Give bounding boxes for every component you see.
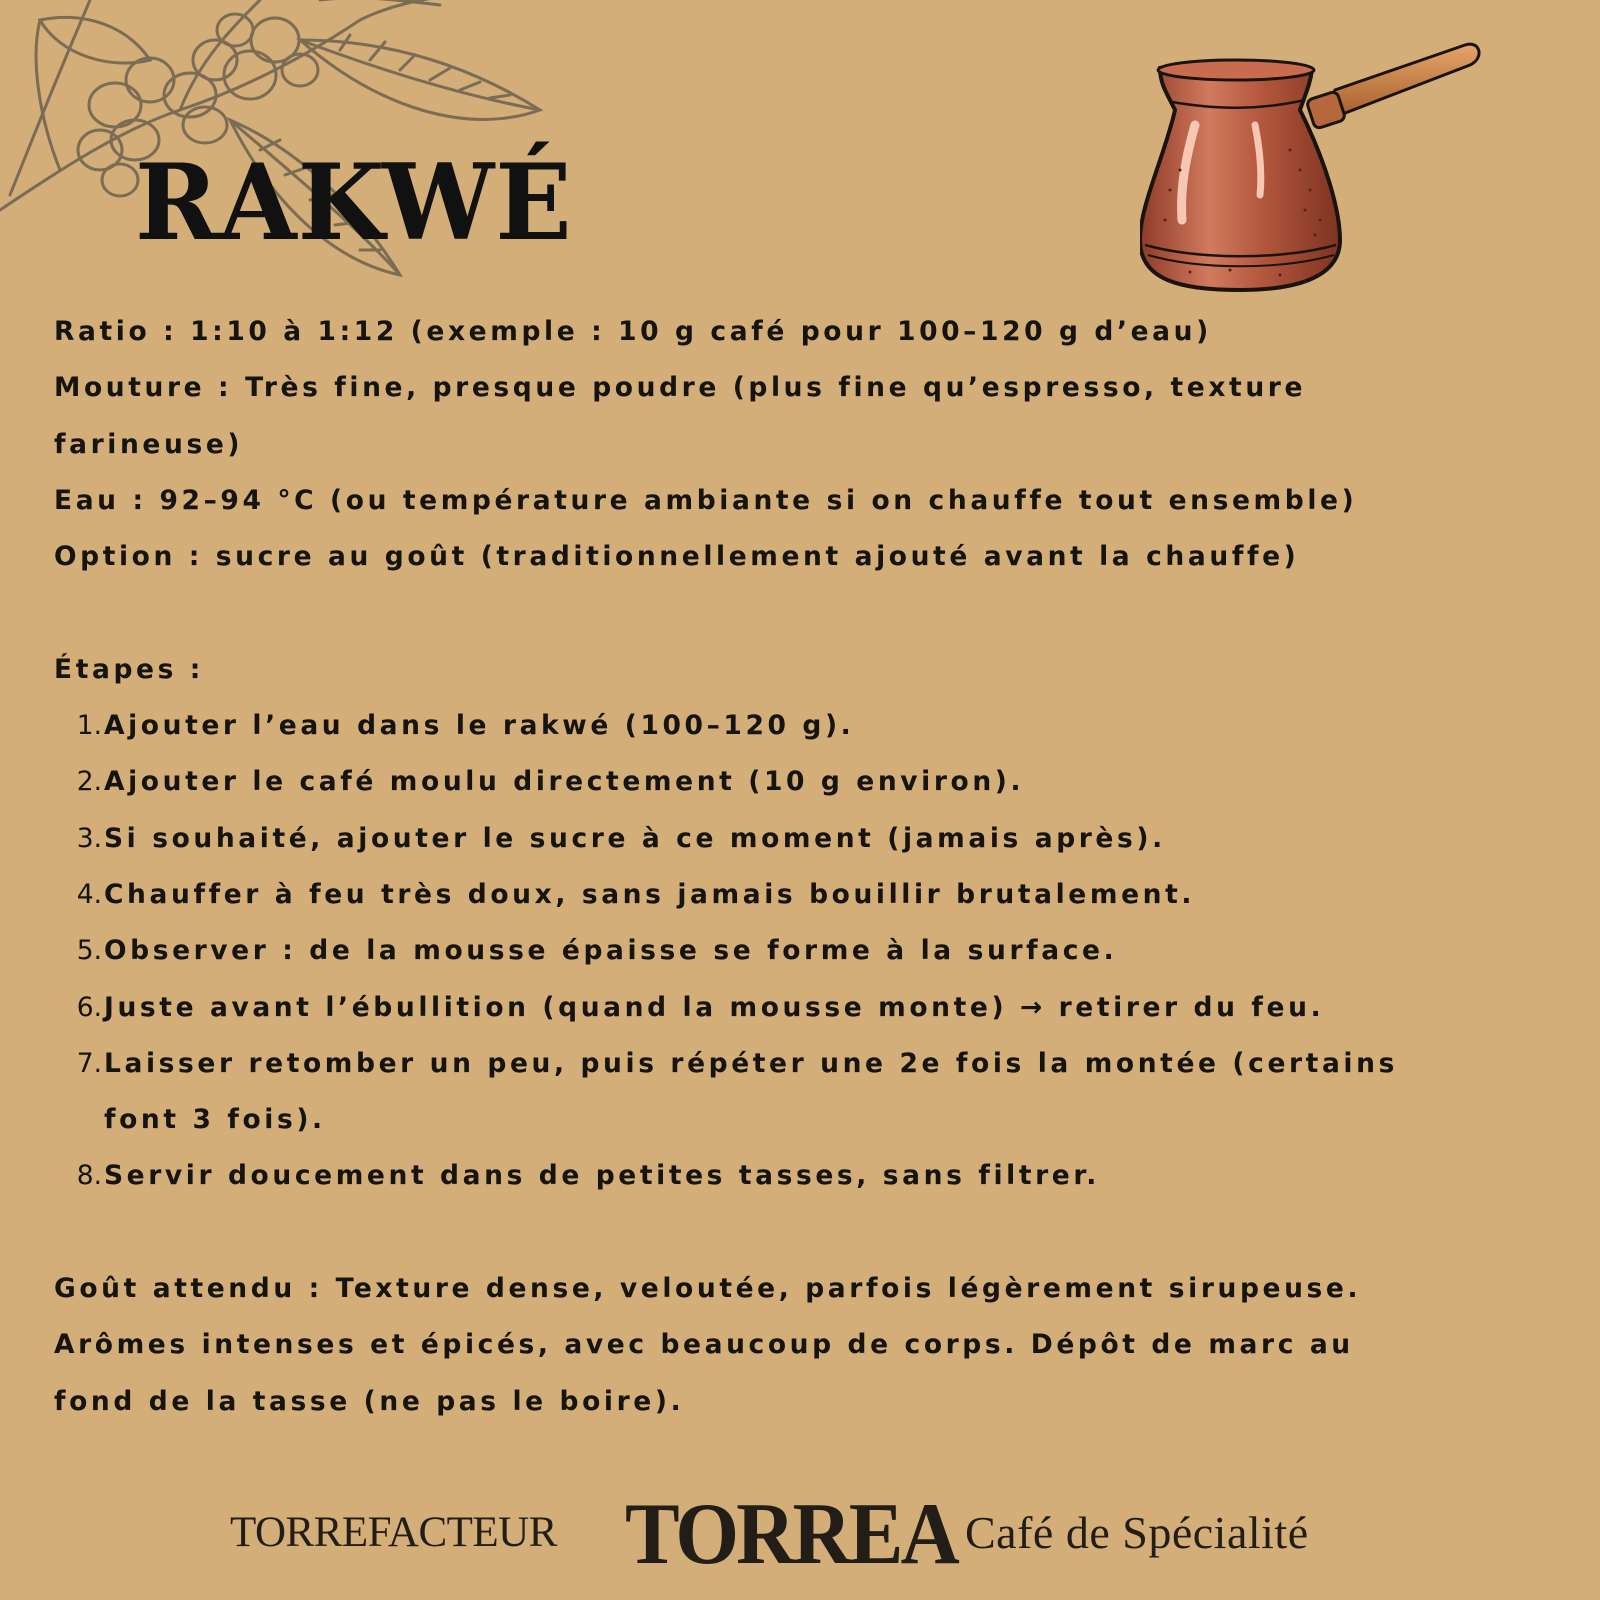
step-number: 5. xyxy=(76,935,102,967)
step-number: 4. xyxy=(76,878,102,910)
step-text: Ajouter le café moulu directement (10 g environ). xyxy=(104,766,1025,798)
taste-line: fond de la tasse (ne pas le boire). xyxy=(54,1385,685,1417)
step-text: Observer : de la mousse épaisse se forme à la surface. xyxy=(104,935,1118,967)
spec-option: Option : sucre au goût (traditionnellement ajouté avant la chauffe) xyxy=(54,541,1300,573)
step-text: Chauffer à feu très doux, sans jamais bouillir brutalement. xyxy=(104,878,1196,910)
step-number: 8. xyxy=(76,1160,102,1192)
list-item xyxy=(54,923,1554,979)
spec-ratio: Ratio : 1:10 à 1:12 (exemple : 10 g café pour 100–120 g d’eau) xyxy=(54,316,1212,347)
step-number: 7. xyxy=(76,1047,102,1079)
step-text: Juste avant l’ébullition (quand la mousse monte) → retirer du feu. xyxy=(104,991,1325,1023)
step-text: Laisser retomber un peu, puis répéter une 2e fois la montée (certains xyxy=(104,1047,1398,1079)
steps-heading: Étapes : xyxy=(54,653,204,685)
steps-list xyxy=(54,698,1554,1205)
spacer xyxy=(54,1205,1554,1261)
step-number: 1. xyxy=(76,710,102,742)
cezve-pot-icon xyxy=(1140,40,1500,305)
taste-notes xyxy=(54,1261,1554,1430)
spacer xyxy=(54,585,1554,641)
step-number: 6. xyxy=(76,991,102,1023)
footer-tagline: Café de Spécialité xyxy=(965,1507,1309,1558)
list-item xyxy=(54,867,1554,923)
taste-line: Goût attendu : Texture dense, veloutée, parfois légèrement sirupeuse. xyxy=(54,1273,1362,1305)
spec-grind: Mouture : Très fine, presque poudre (plus fine qu’espresso, texture xyxy=(54,372,1307,404)
spec-water: Eau : 92–94 °C (ou température ambiante si on chauffe tout ensemble) xyxy=(54,484,1358,516)
taste-line: Arômes intenses et épicés, avec beaucoup de corps. Dépôt de marc au xyxy=(54,1329,1354,1361)
step-text-cont: font 3 fois). xyxy=(104,1104,326,1136)
list-item xyxy=(54,698,1554,754)
list-item xyxy=(54,1036,1554,1149)
step-text: Si souhaité, ajouter le sucre à ce moment (jamais après). xyxy=(104,822,1166,854)
recipe-body xyxy=(54,304,1554,1430)
brand-logo: TORREA xyxy=(625,1486,957,1583)
list-item xyxy=(54,754,1554,810)
footer-brand xyxy=(230,1486,1370,1583)
step-text: Servir doucement dans de petites tasses, sans filtrer. xyxy=(104,1160,1100,1192)
step-text: Ajouter l’eau dans le rakwé (100–120 g). xyxy=(104,710,855,742)
footer-torrefacteur: TORREFACTEUR xyxy=(230,1509,557,1556)
list-item xyxy=(54,811,1554,867)
step-number: 2. xyxy=(76,766,102,798)
page-title: RAKWÉ xyxy=(135,140,573,265)
list-item xyxy=(54,980,1554,1036)
specs xyxy=(54,304,1554,585)
spec-grind-cont: farineuse) xyxy=(54,428,244,460)
list-item xyxy=(54,1148,1554,1204)
step-number: 3. xyxy=(76,822,102,854)
